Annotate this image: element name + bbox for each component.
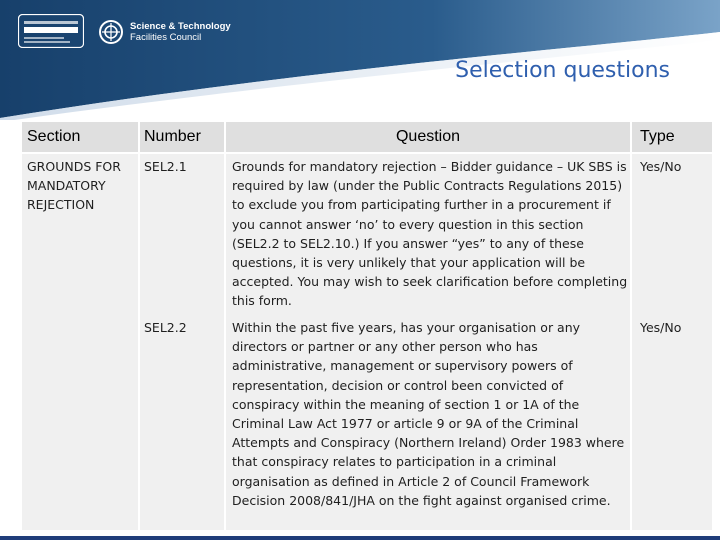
table-header-row bbox=[22, 122, 712, 152]
table-row bbox=[22, 154, 712, 312]
table-row bbox=[22, 312, 712, 530]
slide-title: Selection questions bbox=[455, 58, 670, 83]
cell-type: Yes/No bbox=[632, 154, 712, 312]
cell-section: GROUNDS FOR MANDATORY REJECTION bbox=[22, 154, 138, 312]
selection-questions-table bbox=[22, 122, 712, 530]
stfc-subtitle: Facilities Council bbox=[130, 32, 202, 43]
cell-question: Grounds for mandatory rejection – Bidder guidance – UK SBS is required by law (under the Public Contracts Regulations 2015) to exclude you from participating further in a procurement if you cannot answer ‘no’ to every question in this section (SEL2.2 to SEL2.10.) If you answer “yes” to any of these questions, it is very unlikely that your application will be accepted. You may wish to seek clarification before completing this form. bbox=[226, 154, 630, 312]
cell-number: SEL2.2 bbox=[140, 312, 224, 530]
university-logo bbox=[18, 14, 84, 48]
cell-question: Within the past five years, has your organisation or any directors or partner or any other person who has administrative, management or supervisory powers of representation, decision or control been convicted of conspiracy within the meaning of section 1 or 1A of the Criminal Law Act 1977 or article 9 or 9A of the Criminal Attempts and Conspiracy (Northern Ireland) Order 1983 where that conspiracy relates to participation in a criminal organisation as defined in Article 2 of Council Framework Decision 2008/841/JHA on the fight against organised crime. bbox=[226, 312, 630, 530]
bottom-rule bbox=[0, 536, 720, 540]
cell-section bbox=[22, 312, 138, 530]
cell-number: SEL2.1 bbox=[140, 154, 224, 312]
stfc-name: Science & Technology bbox=[130, 21, 231, 32]
stfc-emblem-icon bbox=[98, 19, 124, 45]
cell-type: Yes/No bbox=[632, 312, 712, 530]
header-question: Question bbox=[226, 122, 630, 152]
stfc-logo bbox=[98, 16, 231, 48]
header-type: Type bbox=[632, 122, 712, 152]
header-number: Number bbox=[140, 122, 224, 152]
header-section: Section bbox=[22, 122, 138, 152]
